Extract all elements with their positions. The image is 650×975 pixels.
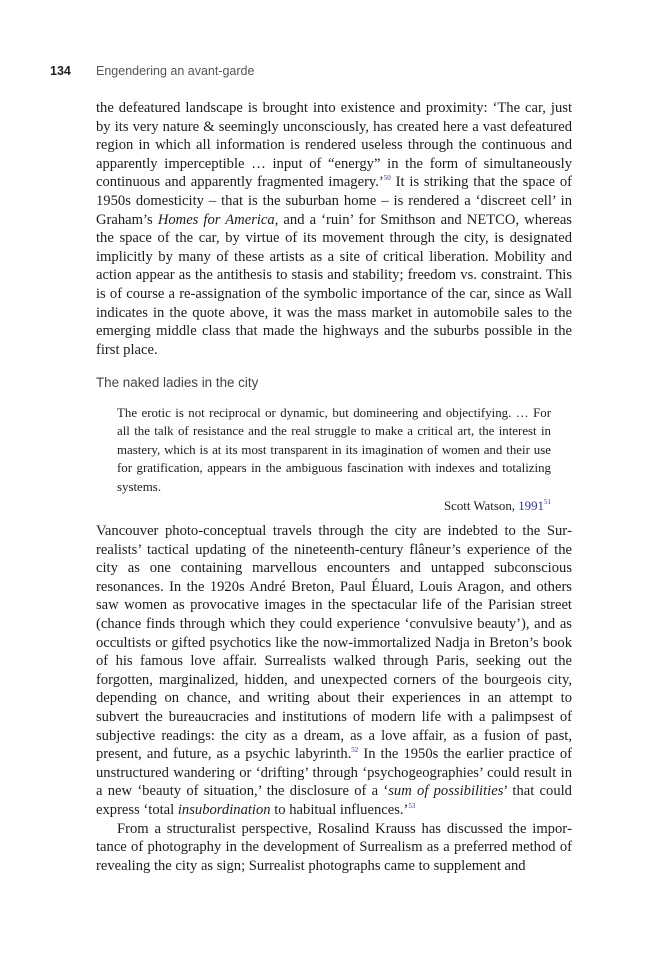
paragraph-text: It is striking that the space of 1950s domesticity – that is the suburban home – is rendered a ‘discreet cell’ in Graham’s [96,174,573,228]
paragraph-car-landscape [96,99,572,359]
quote-attribution [117,497,551,515]
footnote-ref-53[interactable]: 53 [408,801,416,810]
footnote-ref-52[interactable]: 52 [351,746,359,755]
paragraph-text: to habitual influences.’ [270,801,409,818]
paragraph-surrealists [96,522,572,820]
paragraph-krauss: From a structuralist perspective, Rosalind Krauss has discussed the importance of photography in the development of Surrealism as a preferred method of revealing the city as sign; Surrealist photographs came to supplement and [96,820,572,874]
body-text-bottom [96,522,572,875]
running-title: Engendering an avant-garde [96,64,255,78]
quote-text: The erotic is not reciprocal or dynamic, but domineering and objectifying. … For all the talk of resistance and the real struggle to make a critical art, the interest in mastery, which is at its most transparent in its imagination of women and their use for gratification, appears in the ambiguous fascination with indexes and totalizing systems. [117,406,551,494]
paragraph-text: In the 1950s the earlier practice of unstructured wandering or ‘drifting’ through ‘psychogeographies’ could result in a new ‘beauty of situation,’ the disclosure of a ‘ [96,746,572,800]
section-heading: The naked ladies in the city [96,375,259,390]
page-number: 134 [50,64,71,78]
running-head [50,64,570,84]
epigraph-quote [117,404,551,515]
paragraph-text: Vancouver photo-conceptual travels through the city are indebted to the Surrealists’ tactical updating of the nineteenth-century flâneur’s experience of the city as one containing marvellous encounters and untapped subconscious resonances. In the 1920s André Breton, Paul Éluard, Louis Aragon, and others saw women as provocative images in the spectacular life of the Parisian street (chance finds through which they could experience ‘convulsive beauty’), and as occultists or gifted psychotics like the now-immortalized Nadja in Breton’s book of his famous love affair. Surrealists walked through Paris, seeking out the forgotten, marginalized, hidden, and unexpected corners of the bourgeois city, depending on chance, and writing about their experiences in an attempt to subvert the bureaucracies and institutions of modern life with a palimpsest of subjective readings: the city as a dream, as a love affair, as a fusion of past, present, and future, as a psychic labyrinth. [96,523,572,763]
quote-author: Scott Watson, [443,499,519,514]
footnote-ref-51[interactable]: 51 [544,498,551,507]
paragraph-text: , and a ‘ruin’ for Smithson and NETCO, whereas the space of the car, by virtue of its movement through the city, is designated implicitly by many of these artists as a site of critical liberation. Mobility and action appear as the antithesis to stasis and stability; freedom vs. constraint. This is of course a re-assignation of the symbolic importance of the car, since as Wall indicates in the quote above, it was the mass market in automobile sales to the emerging middle class that made the highways and the suburbs possible in the first place. [96,211,572,358]
emphasis-text: insubordination [177,801,271,818]
work-title: Homes for America [157,211,275,228]
quote-year-link[interactable]: 1991 [518,499,544,514]
body-text-top [96,99,572,359]
paragraph-text: ’ that could express ‘total [96,783,572,818]
footnote-ref-50[interactable]: 50 [383,174,391,183]
emphasis-text: sum of possibilities [388,783,504,800]
paragraph-text: the defeatured landscape is brought into existence and proximity: ‘The car, just by its very nature & seemingly unconsciously, has created here a vast defeatured region in which all information is rendered useless through the continuous and apparently imperceptible … input of “energy” in the form of simultaneously continuous and apparently fragmented imagery.’ [96,100,572,191]
